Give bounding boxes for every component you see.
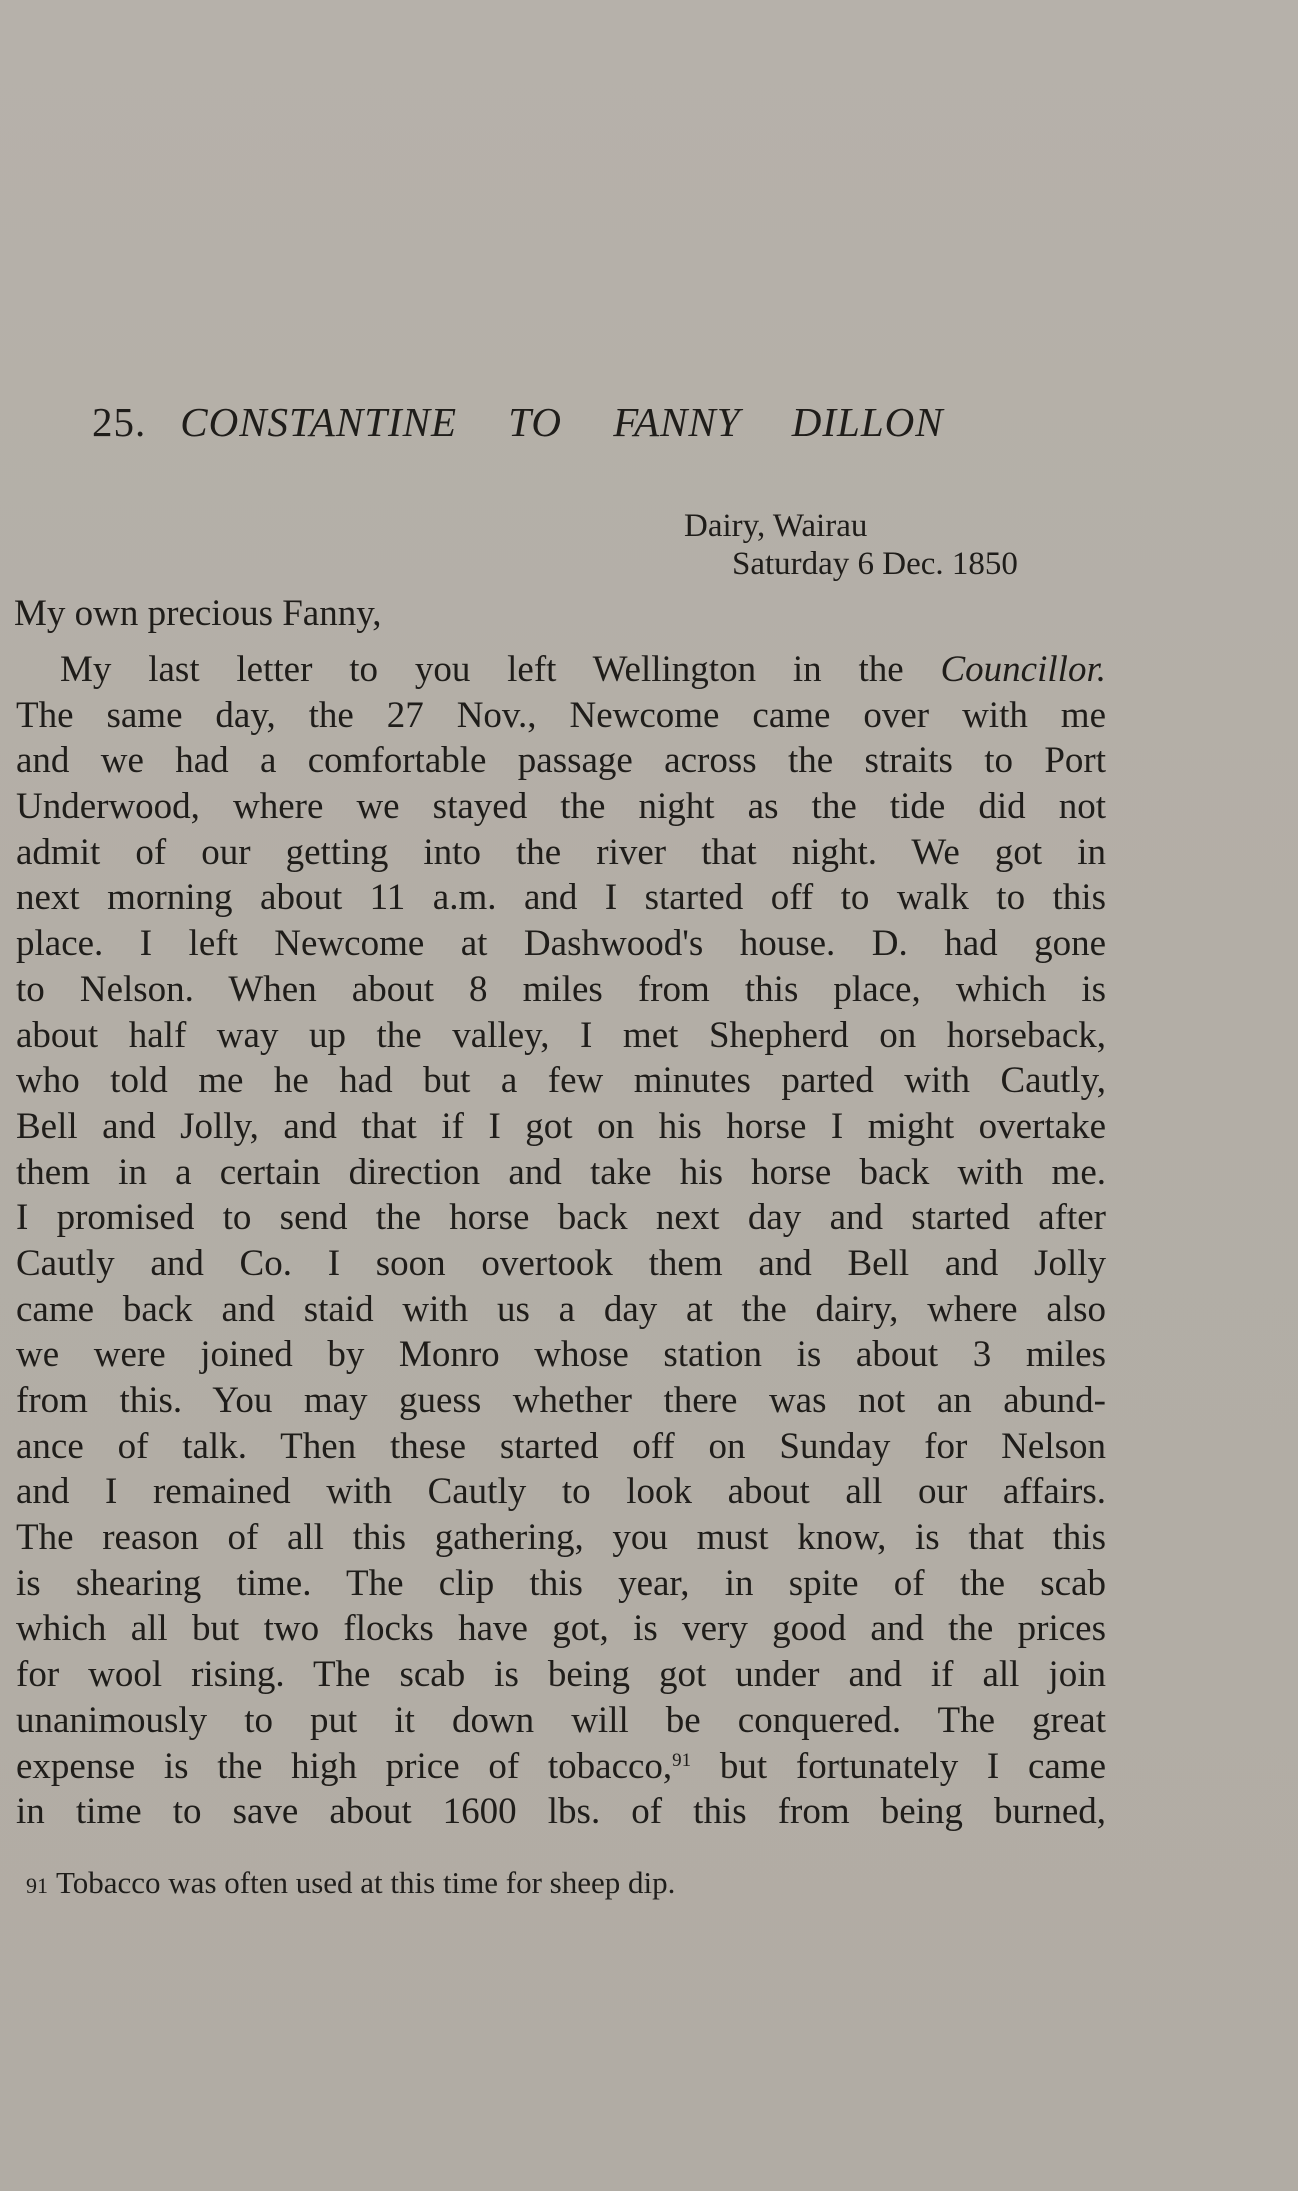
footnote xyxy=(26,1865,675,1901)
body-line: and we had a comfortable passage across the straits to Port xyxy=(16,740,1106,782)
body-line: is shearing time. The clip this year, in spite of the scab xyxy=(16,1562,1106,1604)
body-line: from this. You may guess whether there was not an abund- xyxy=(16,1380,1106,1421)
body-line: in time to save about 1600 lbs. of this from being burned, xyxy=(16,1791,1106,1833)
footnote-reference: 91 xyxy=(672,1749,692,1771)
body-line: admit of our getting into the river that night. We got in xyxy=(16,831,1106,873)
body-line: Underwood, where we stayed the night as the tide did not xyxy=(16,786,1106,828)
letter-title: CONSTANTINE TO FANNY DILLON xyxy=(180,399,944,445)
ship-name: Councillor. xyxy=(940,649,1106,690)
body-line: and I remained with Cautly to look about all our affairs. xyxy=(16,1471,1106,1513)
body-line: to Nelson. When about 8 miles from this place, which is xyxy=(16,968,1106,1010)
body-line: for wool rising. The scab is being got under and if all join xyxy=(16,1654,1106,1696)
dateline-place: Dairy, Wairau xyxy=(684,508,868,544)
body-text: expense is the high price of tobacco, xyxy=(16,1745,673,1787)
letter-body xyxy=(16,647,1106,1835)
body-line: Cautly and Co. I soon overtook them and Bell and Jolly xyxy=(16,1242,1106,1284)
body-line: them in a certain direction and take his horse back with me. xyxy=(16,1151,1106,1193)
body-line: unanimously to put it down will be conquered. The great xyxy=(16,1699,1106,1741)
salutation: My own precious Fanny, xyxy=(14,593,382,634)
footnote-number: 91 xyxy=(26,1873,48,1898)
body-text: My last letter to you left Wellington in the xyxy=(60,649,941,690)
body-line: who told me he had but a few minutes parted with Cautly, xyxy=(16,1060,1106,1102)
body-line: The reason of all this gathering, you must know, is that this xyxy=(16,1517,1106,1559)
body-line xyxy=(16,1744,1106,1790)
body-line: Bell and Jolly, and that if I got on his horse I might overtake xyxy=(16,1105,1106,1147)
body-line: ance of talk. Then these started off on Sunday for Nelson xyxy=(16,1425,1106,1467)
body-line: next morning about 11 a.m. and I started off to walk to this xyxy=(16,877,1106,919)
dateline-date: Saturday 6 Dec. 1850 xyxy=(732,546,1018,582)
body-text: but fortunately I came xyxy=(691,1745,1106,1787)
body-line: about half way up the valley, I met Shepherd on horseback, xyxy=(16,1014,1106,1056)
body-line: The same day, the 27 Nov., Newcome came over with me xyxy=(16,694,1106,736)
letter-heading xyxy=(92,398,944,446)
body-line: we were joined by Monro whose station is about 3 miles xyxy=(16,1334,1106,1376)
body-line: I promised to send the horse back next day and started after xyxy=(16,1197,1106,1239)
body-line: came back and staid with us a day at the dairy, where also xyxy=(16,1288,1106,1330)
letter-number: 25. xyxy=(92,399,147,445)
footnote-text: Tobacco was often used at this time for sheep dip. xyxy=(56,1865,676,1900)
body-line: which all but two flocks have got, is very good and the prices xyxy=(16,1608,1106,1650)
body-line: place. I left Newcome at Dashwood's house. D. had gone xyxy=(16,923,1106,965)
body-line xyxy=(16,647,1106,693)
